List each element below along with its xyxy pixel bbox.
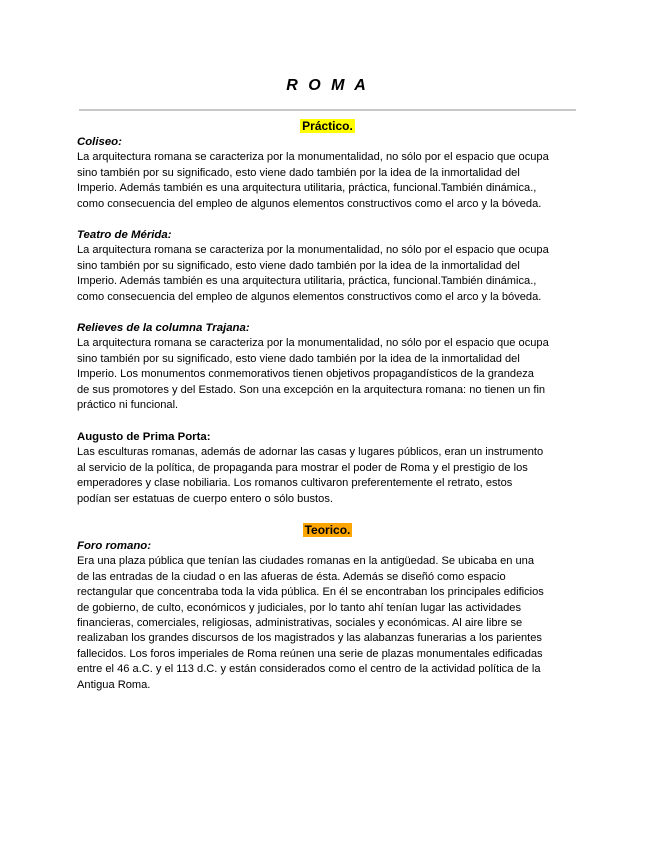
text-line: podían ser estatuas de cuerpo entero o sólo bustos.	[77, 492, 333, 505]
text-line: de gobierno, de culto, económicos y judiciales, por lo tanto ahí tenían lugar las actividades	[77, 601, 522, 614]
text-line: La arquitectura romana se caracteriza por la monumentalidad, no sólo por el espacio que ocupa	[77, 337, 549, 350]
text-line: sino también por su significado, esto viene dado también por la idea de la inmortalidad del	[77, 166, 520, 179]
section-coliseo	[77, 135, 582, 212]
text-line: Imperio. Además también es una arquitectura utilitaria, práctica, funcional.También dinámica.,	[77, 182, 537, 195]
section-columna-trajana	[77, 321, 582, 413]
heading-teorico: Teorico.	[304, 523, 351, 537]
text-line: práctico ni funcional.	[77, 399, 179, 412]
section-body	[77, 336, 582, 413]
text-line: entre el 46 a.C. y el 113 d.C. y están considerados como el centro de la actividad política de la	[77, 663, 541, 676]
section-foro-romano	[77, 539, 582, 693]
text-line: sino también por su significado, esto viene dado también por la idea de la inmortalidad del	[77, 352, 520, 365]
heading-practico-wrap	[0, 119, 655, 134]
text-line: Imperio. Los monumentos conmemorativos tienen objetivos propagandísticos de la grandeza	[77, 368, 534, 381]
text-line: sino también por su significado, esto viene dado también por la idea de la inmortalidad del	[77, 259, 520, 272]
section-title: Teatro de Mérida:	[77, 229, 172, 241]
text-line: Antigua Roma.	[77, 678, 151, 691]
section-title: Coliseo:	[77, 136, 122, 148]
heading-practico: Práctico.	[302, 119, 353, 133]
section-body	[77, 445, 582, 507]
section-teatro-merida	[77, 228, 582, 305]
text-line: Era una plaza pública que tenían las ciudades romanas en la antigüedad. Se ubicaba en una	[77, 555, 535, 568]
text-line: de sus promotores y del Estado. Son una excepción en la arquitectura romana: no tienen un fin	[77, 383, 546, 396]
section-title: Augusto de Prima Porta:	[77, 431, 211, 443]
text-line: realizaban los grandes discursos de los magistrados y las alabanzas funerarias a los parientes	[77, 632, 542, 645]
text-line: Las esculturas romanas, además de adornar las casas y lugares públicos, eran un instrumento	[77, 446, 544, 459]
page-title: R O M A	[286, 77, 369, 94]
title-divider	[79, 109, 576, 111]
text-line: rectangular que concentraba toda la vida pública. En él se encontraban los principales edificios	[77, 586, 544, 599]
text-line: fallecidos. Los foros imperiales de Roma reúnen una serie de plazas monumentales edificadas	[77, 647, 543, 660]
text-line: al servicio de la política, de propaganda para mostrar el poder de Roma y el prestigio de los	[77, 461, 528, 474]
heading-teorico-wrap	[0, 523, 655, 538]
text-line: La arquitectura romana se caracteriza por la monumentalidad, no sólo por el espacio que ocupa	[77, 151, 549, 164]
section-body	[77, 150, 582, 212]
text-line: La arquitectura romana se caracteriza por la monumentalidad, no sólo por el espacio que ocupa	[77, 244, 549, 257]
text-line: emperadores y clase nobiliaria. Los romanos cultivaron preferentemente el retrato, estos	[77, 477, 513, 490]
section-title: Relieves de la columna Trajana:	[77, 322, 250, 334]
text-line: como consecuencia del empleo de algunos elementos constructivos como el arco y la bóveda.	[77, 197, 542, 210]
text-line: como consecuencia del empleo de algunos elementos constructivos como el arco y la bóveda.	[77, 290, 542, 303]
text-line: financieras, comerciales, religiosas, administrativas, sociales y económicas. Al aire libre se	[77, 617, 523, 630]
section-augusto-prima-porta	[77, 430, 582, 507]
section-body	[77, 554, 582, 693]
section-title: Foro romano:	[77, 540, 152, 552]
section-body	[77, 243, 582, 305]
text-line: Imperio. Además también es una arquitectura utilitaria, práctica, funcional.También dinámica.,	[77, 275, 537, 288]
text-line: de las entradas de la ciudad o en las afueras de ésta. Además se diseñó como espacio	[77, 570, 506, 583]
